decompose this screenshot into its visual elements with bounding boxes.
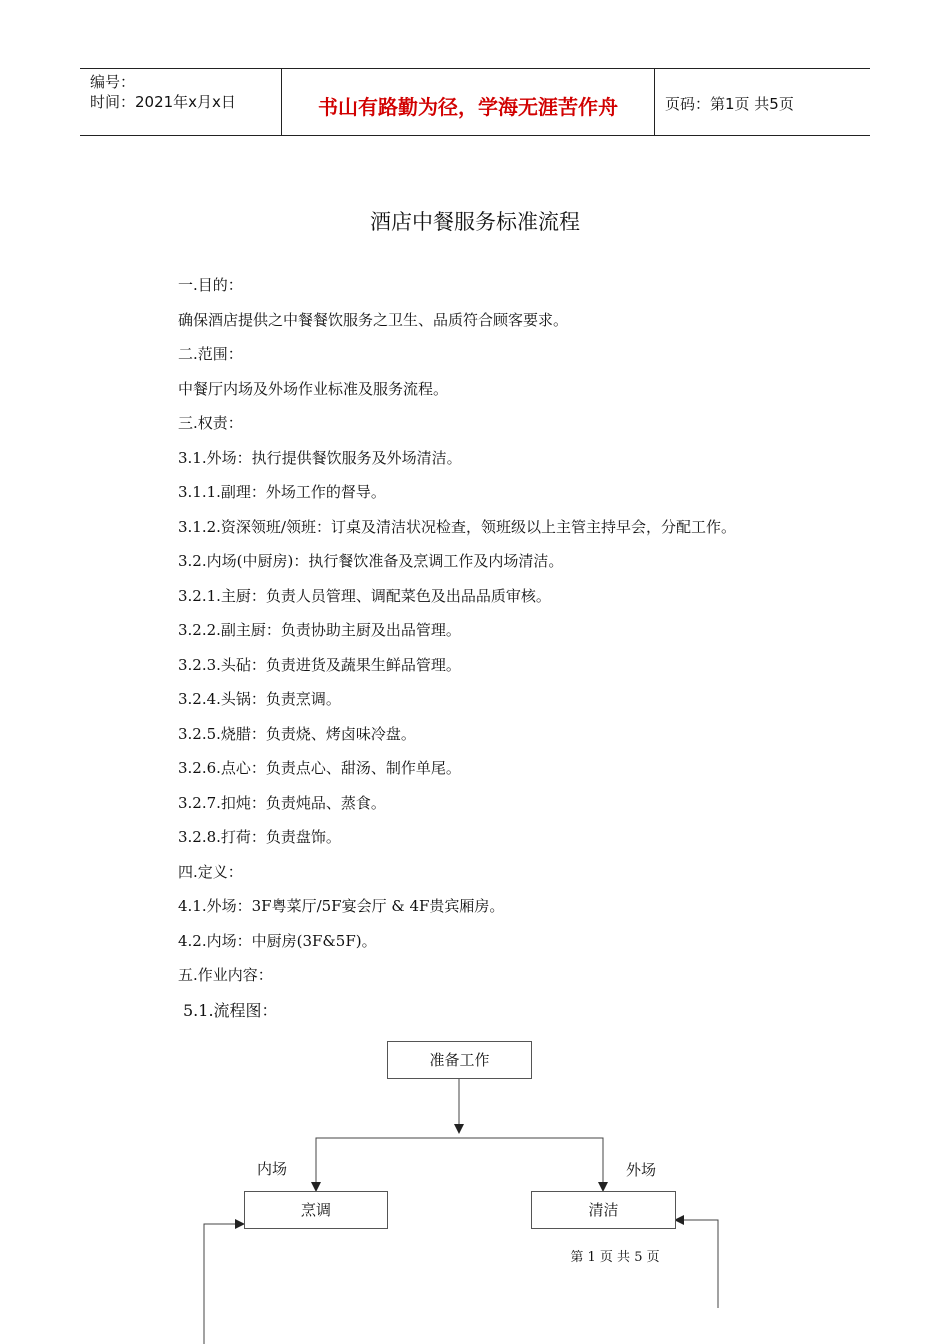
page-info: 页码：第1页 共5页 xyxy=(665,95,794,113)
body-line: 确保酒店提供之中餐餐饮服务之卫生、品质符合顾客要求。 xyxy=(178,310,569,329)
motto-text: 书山有路勤为径，学海无涯苦作舟 xyxy=(318,95,618,119)
flow-box-start: 准备工作 xyxy=(387,1041,532,1079)
body-line: 3.2.3.头砧：负责进货及蔬果生鲜品管理。 xyxy=(178,655,461,674)
body-line: 3.1.1.副理：外场工作的督导。 xyxy=(178,483,386,501)
flow-label-left: 内场 xyxy=(257,1160,288,1178)
footer-page-number: 第 1 页 共 5 页 xyxy=(570,1250,660,1265)
body-line: 三.权责： xyxy=(178,414,243,432)
branch-connector xyxy=(316,1138,603,1190)
body-line: 四.定义： xyxy=(178,862,243,881)
body-line: 3.2.内场(中厨房)：执行餐饮准备及烹调工作及内场清洁。 xyxy=(178,552,564,570)
body-line: 3.1.外场：执行提供餐饮服务及外场清洁。 xyxy=(178,448,462,467)
time-label: 时间：2021年x月x日 xyxy=(90,93,236,111)
body-line: 3.2.2.副主厨：负责协助主厨及出品管理。 xyxy=(178,621,461,639)
body-line: 二.范围： xyxy=(178,345,243,363)
body-line: 3.2.4.头锅：负责烹调。 xyxy=(178,690,341,708)
body-line: 3.2.6.点心：负责点心、甜汤、制作单尾。 xyxy=(178,759,461,777)
body-line: 3.1.2.资深领班/领班：订桌及清洁状况检查，领班级以上主管主持早会，分配工作。 xyxy=(178,517,736,536)
document-title: 酒店中餐服务标准流程 xyxy=(370,210,580,234)
body-line: 五.作业内容： xyxy=(178,966,273,984)
flow-box-right: 清洁 xyxy=(531,1191,676,1229)
body-line: 3.2.7.扣炖：负责炖品、蒸食。 xyxy=(178,793,386,812)
body-line: 4.2.内场：中厨房(3F&5F)。 xyxy=(178,931,377,950)
flow-box-left: 烹调 xyxy=(244,1191,388,1229)
body-line: 3.2.8.打荷：负责盘饰。 xyxy=(178,828,341,846)
body-line: 3.2.1.主厨：负责人员管理、调配菜色及出品品质审核。 xyxy=(178,586,551,605)
flow-label-right: 外场 xyxy=(626,1161,657,1179)
flowchart-heading: 5.1.流程图： xyxy=(183,1001,278,1020)
number-label: 编号： xyxy=(90,73,136,91)
body-line: 4.1.外场：3F粤菜厅/5F宴会厅 & 4F贵宾厢房。 xyxy=(178,897,505,915)
body-line: 中餐厅内场及外场作业标准及服务流程。 xyxy=(178,379,449,398)
loop-left xyxy=(204,1224,243,1344)
body-line: 一.目的： xyxy=(178,276,243,294)
body-line: 3.2.5.烧腊：负责烧、烤卤味冷盘。 xyxy=(178,724,416,743)
